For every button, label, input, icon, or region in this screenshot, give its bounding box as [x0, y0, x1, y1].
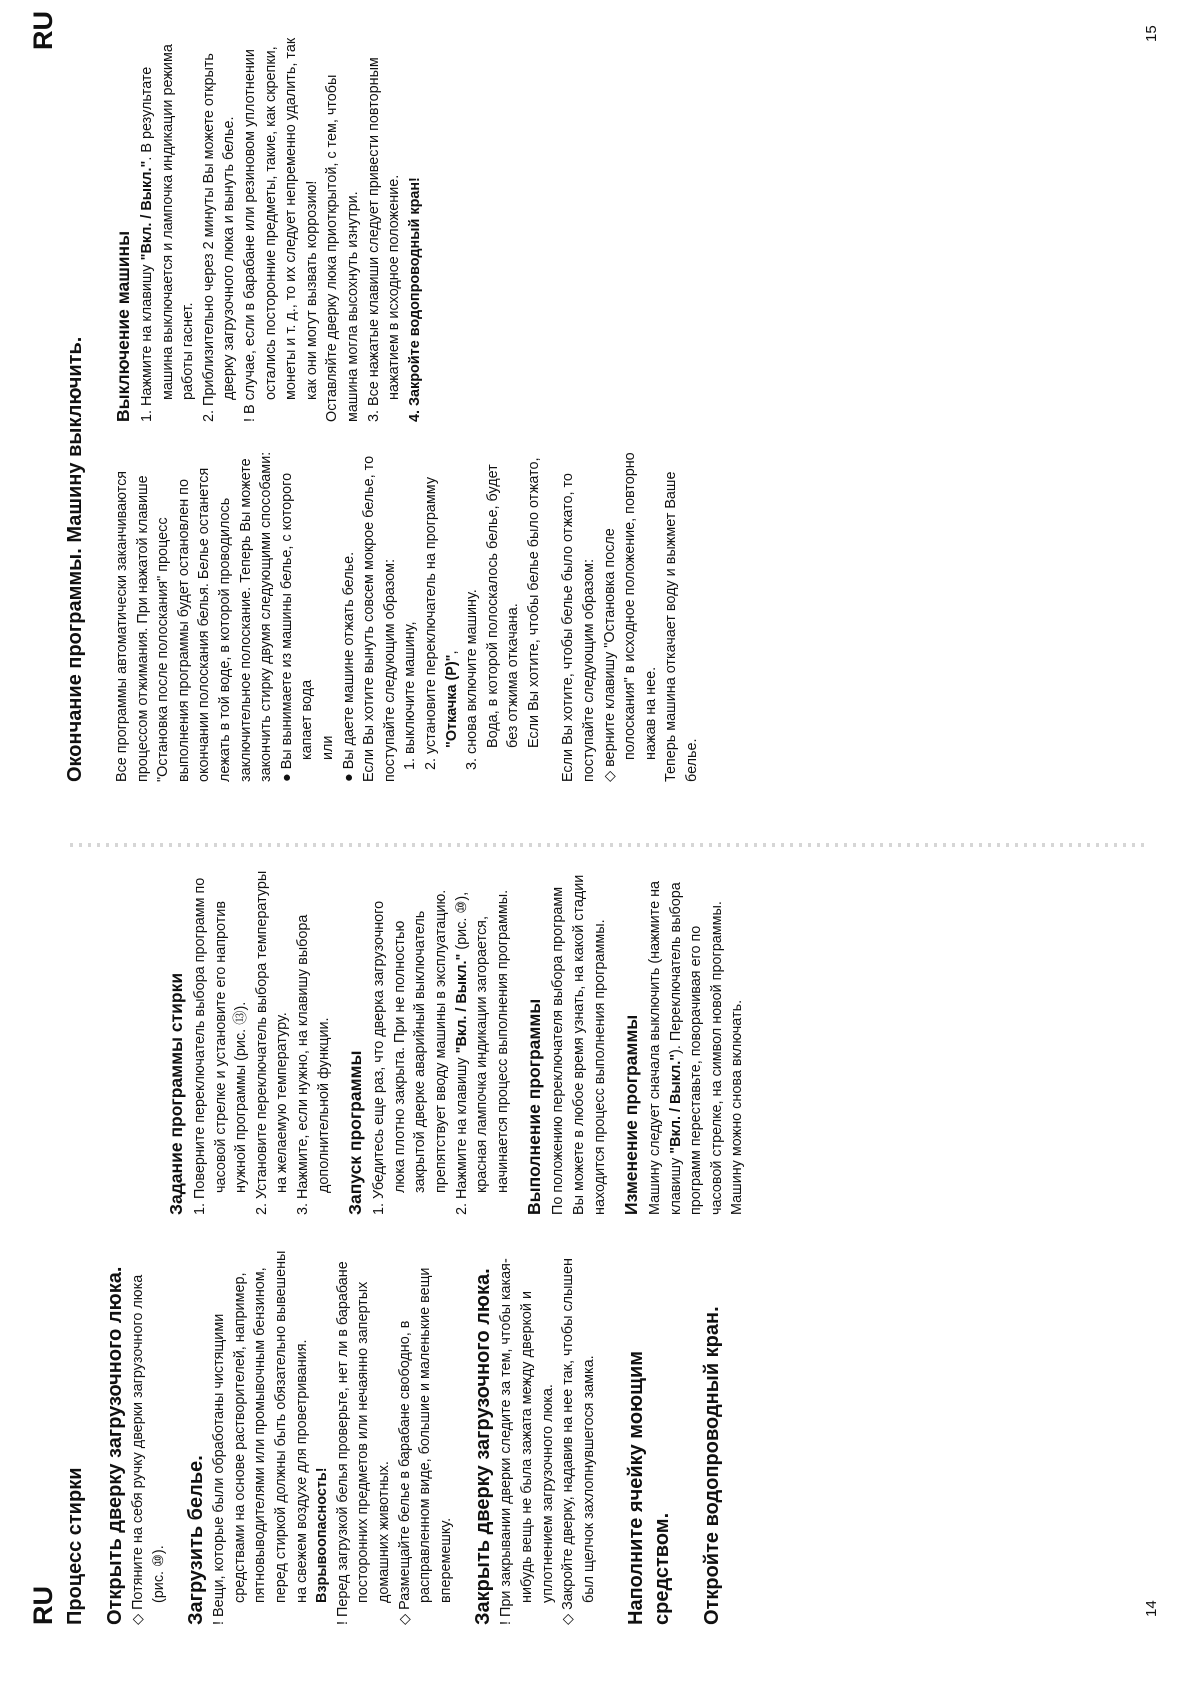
load-item: ◇ Размещайте белье в барабане свободно, в расправленном виде, большие и маленькие вещи вперемешку. [396, 1267, 454, 1625]
open-door-heading: Открыть дверку загрузочного люка. [104, 1266, 126, 1625]
switch-off-warning: ! В случае, если в барабане или резиновом уплотнении остались посторонние предметы, такие, как скрепки, монеты и т. д., то их следует непременно удалить, так как они могут вызвать коррозию! [241, 37, 320, 422]
page-14 [0, 843, 1191, 1685]
page-15 [0, 0, 1191, 842]
column-right-2 [112, 27, 425, 422]
water-tap-heading: Откройте водопроводный кран. [701, 1306, 724, 1625]
end-intro: Все программы автоматически заканчиваются процессом отжимания. При нажатой клавише "Остановка после полоскания" процесс выполнения программы будет остановлен по окончании полоскания белья. Белье останется лежать в той воде, в которой проводилось заключительное полоскание. Теперь Вы можете закончить стирку двумя следующими способами: [114, 451, 275, 782]
program-set-heading: Задание программы стирки [166, 972, 186, 1215]
switch-off-step-1: 1. Нажмите на клавишу "Вкл. / Выкл.". В результате машина выключается и лампочка индикации режима работы гаснет. [139, 44, 197, 422]
wet-note-1: Вода, в которой полоскалось белье, будет без отжима откачана. [484, 464, 522, 748]
detergent-heading: Наполните ячейку моющим средством. [625, 1350, 674, 1625]
wet-step-1: 1. выключите машину, [402, 621, 419, 770]
page-number: 15 [1143, 25, 1160, 42]
language-tag: RU [28, 1586, 58, 1625]
program-start-step-1: 1. Убедитесь еще раз, что дверка загрузочного люка плотно закрыта. При не полностью закрытой дверке аварийный выключатель препятствует вводу машины в эксплуатацию. [371, 889, 449, 1215]
language-tag: RU [28, 11, 58, 50]
load-warning-1: ! Вещи, которые были обработаны чистящими средствами на основе растворителей, например, пятновыводителями или промывочным бензином, перед стиркой должны быть обязательно вывешены на свежем воздухе для проветривания. Взрывоопасность! [211, 1250, 331, 1625]
open-door-item: ◇ Потяните на себя ручку дверки загрузочного люка (рис. ⑩). [130, 1274, 167, 1625]
program-run-heading: Выполнение программы [524, 998, 545, 1215]
switch-off-heading: Выключение машины [113, 230, 133, 422]
wet-note-2: Если Вы хотите, чтобы белье было отжато, [525, 457, 542, 748]
page-number: 14 [1143, 1600, 1160, 1617]
program-start-step-2: 2. Нажмите на клавишу "Вкл. / Выкл." (рис. ⑩), красная лампочка индикации загорается, начинается процесс выполнения программы. [453, 889, 511, 1215]
switch-off-step-2: 2. Приблизительно через 2 минуты Вы можете открыть дверку загрузочного люка и вынуть белье. [200, 53, 238, 422]
load-heading: Загрузить белье. [185, 1455, 208, 1625]
program-start-heading: Запуск программы [345, 1050, 366, 1215]
spin-result: Теперь машина откачает воду и выжмет Ваше белье. [663, 471, 701, 782]
page-divider [70, 843, 1150, 847]
close-door-item: ◇ Закройте дверку, надавив на нее так, чтобы слышен был щелчок захлопнувшегося замка. [560, 1258, 597, 1625]
column-left-1 [62, 1240, 725, 1625]
right-title-block [62, 42, 88, 782]
program-change-text: Машину следует сначала выключить (нажмите на клавишу "Вкл. / Выкл."). Переключатель выбора программ переставьте, поворачивая его по часовой стрелке, на символ новой программы. Машину можно снова включать. [647, 880, 746, 1215]
end-option-1: ● Вы вынимаете из машины белье, с которого капает вода [278, 472, 316, 782]
column-right-1 [112, 442, 703, 782]
column-left-2 [155, 870, 748, 1215]
switch-off-leave-door: Оставляйте дверку люка приоткрытой, с тем, чтобы машина могла высохнуть изнутри. [324, 74, 361, 422]
close-door-heading: Закрыть дверку загрузочного люка. [472, 1268, 495, 1625]
wet-intro: Если Вы хотите вынуть совсем мокрое белье, то поступайте следующим образом: [361, 455, 398, 782]
wet-step-3: 3. снова включите машину. [464, 589, 481, 770]
spin-step: ◇ верните клавишу "Остановка после полоскания" в исходное положение, повторно нажав на нее. [601, 452, 659, 782]
program-run-text: По положению переключателя выбора программ Вы можете в любое время узнать, на какой стадии находится процесс выполнения программы. [550, 874, 608, 1215]
spin-intro: Если Вы хотите, чтобы белье было отжато, то поступайте следующим образом: [560, 473, 598, 782]
switch-off-step-4: 4. Закройте водопроводный кран! [406, 177, 423, 422]
switch-off-step-3: 3. Все нажатые клавиши следует привести повторным нажатием в исходное положение. [365, 57, 403, 422]
end-option-2: ● Вы даете машине отжать белье. [340, 551, 357, 782]
section-title: Окончание программы. Машину выключить. [64, 336, 86, 782]
close-door-warning: ! При закрывании дверки следите за тем, чтобы какая-нибудь вещь не была зажата между дверкой и уплотнением загрузочного люка. [498, 1258, 556, 1625]
load-warning-2: ! Перед загрузкой белья проверьте, нет ли в барабане посторонних предметов или нечаянно запертых домашних животных. [334, 1261, 392, 1625]
program-set-step-3: 3. Нажмите, если нужно, на клавишу выбора дополнительной функции. [294, 914, 332, 1215]
program-set-step-1: 1. Поверните переключатель выбора программ по часовой стрелке и установите его напротив нужной программы (рис. ⑬). [192, 877, 250, 1215]
program-set-step-2: 2. Установите переключатель выбора температуры на желаемую температуру. [253, 870, 291, 1215]
section-title: Процесс стирки [64, 1467, 86, 1625]
end-or: или [319, 735, 336, 760]
wet-step-2: 2. установите переключатель на программу "Откачка (P)", [422, 476, 460, 770]
program-change-heading: Изменение программы [621, 1014, 642, 1215]
